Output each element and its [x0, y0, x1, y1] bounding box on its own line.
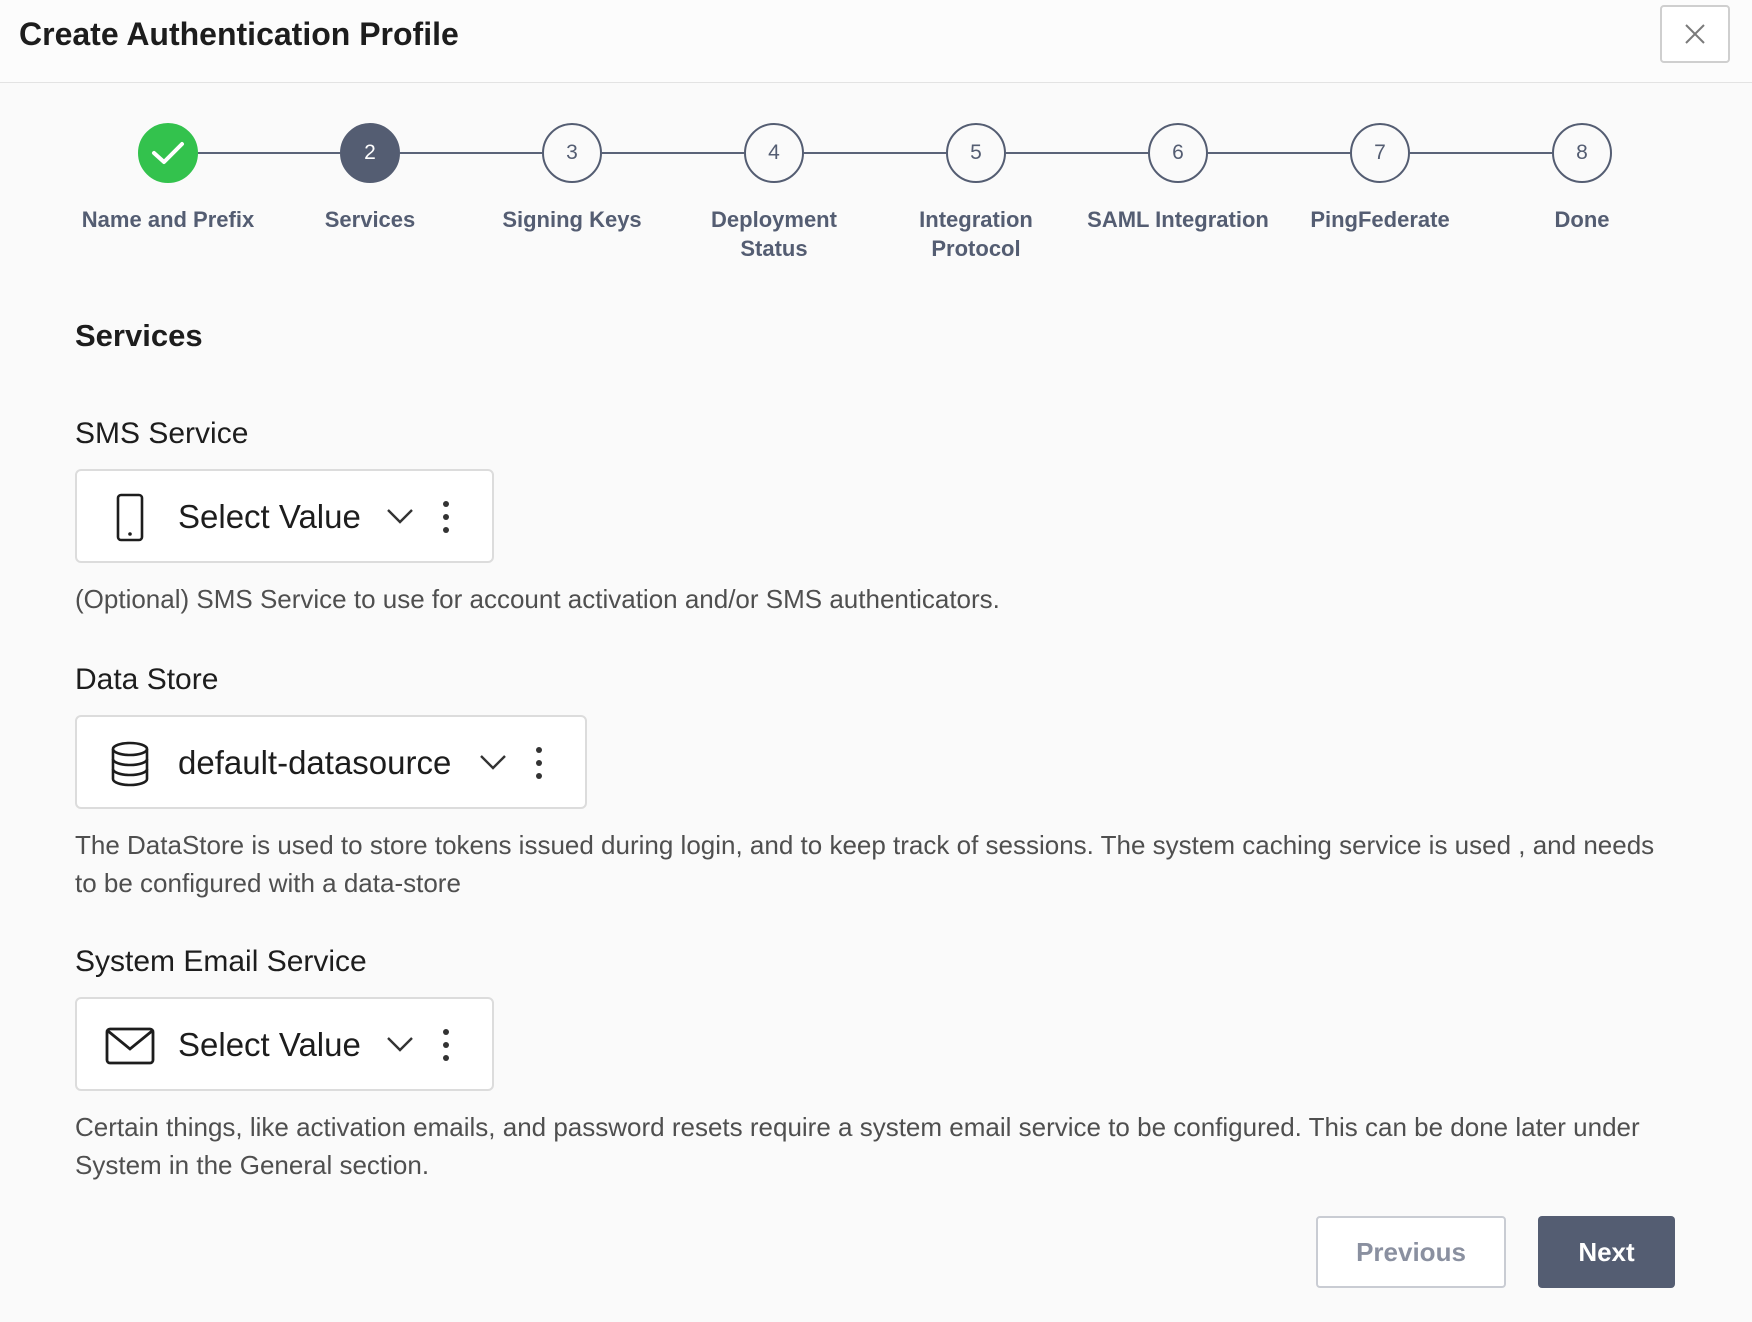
stepper-connector — [1006, 152, 1148, 154]
more-options-icon[interactable] — [534, 745, 544, 781]
stepper-connector — [1208, 152, 1350, 154]
step-6[interactable]: 6 — [1148, 123, 1208, 183]
chevron-down-icon[interactable] — [386, 1035, 414, 1053]
step-2-label: Services — [324, 207, 416, 232]
stepper-connector — [1410, 152, 1552, 154]
step-6-label: SAML Integration — [1087, 207, 1269, 232]
email-service-help: Certain things, like activation emails, and password resets require a system email service to be configured. This can be done later under System in the General section. — [75, 1112, 1640, 1180]
phone-icon — [105, 493, 155, 543]
sms-service-value: Select Value — [178, 498, 361, 535]
close-icon — [1684, 23, 1706, 45]
sms-service-help: (Optional) SMS Service to use for account activation and/or SMS authenticators. — [75, 584, 1000, 614]
step-1-complete[interactable] — [138, 123, 198, 183]
step-8[interactable]: 8 — [1552, 123, 1612, 183]
checkmark-icon — [151, 140, 185, 166]
step-7[interactable]: 7 — [1350, 123, 1410, 183]
data-store-help: The DataStore is used to store tokens issued during login, and to keep track of sessions. The system caching service is used , and needs to be configured with a data-store — [75, 830, 1655, 898]
step-4-label: Deployment Status — [711, 207, 837, 261]
stepper-connector — [804, 152, 946, 154]
step-3-label: Signing Keys — [502, 207, 642, 232]
chevron-down-icon[interactable] — [386, 507, 414, 525]
step-8-label: Done — [1554, 207, 1610, 232]
dialog-title: Create Authentication Profile — [19, 16, 459, 52]
dialog-header — [0, 0, 1752, 83]
stepper-connector — [198, 152, 340, 154]
data-store-select[interactable] — [75, 715, 587, 809]
sms-service-select[interactable] — [75, 469, 494, 563]
sms-service-label: SMS Service — [75, 417, 249, 450]
step-5[interactable]: 5 — [946, 123, 1006, 183]
email-service-label: System Email Service — [75, 945, 367, 978]
step-5-label: Integration Protocol — [919, 207, 1033, 261]
next-button[interactable]: Next — [1538, 1216, 1675, 1288]
section-title: Services — [75, 318, 203, 353]
mail-icon — [105, 1021, 155, 1071]
email-service-select[interactable] — [75, 997, 494, 1091]
data-store-label: Data Store — [75, 663, 219, 696]
previous-button[interactable]: Previous — [1316, 1216, 1506, 1288]
more-options-icon[interactable] — [441, 1027, 451, 1063]
data-store-value: default-datasource — [178, 744, 452, 781]
more-options-icon[interactable] — [441, 499, 451, 535]
stepper-connector — [602, 152, 744, 154]
step-4[interactable]: 4 — [744, 123, 804, 183]
close-button[interactable] — [1660, 5, 1730, 63]
step-1-label: Name and Prefix — [81, 207, 255, 232]
step-3[interactable]: 3 — [542, 123, 602, 183]
stepper-connector — [400, 152, 542, 154]
email-service-value: Select Value — [178, 1026, 361, 1063]
step-7-label: PingFederate — [1310, 207, 1450, 232]
database-icon — [105, 739, 155, 789]
chevron-down-icon[interactable] — [479, 753, 507, 771]
step-2-current[interactable]: 2 — [340, 123, 400, 183]
